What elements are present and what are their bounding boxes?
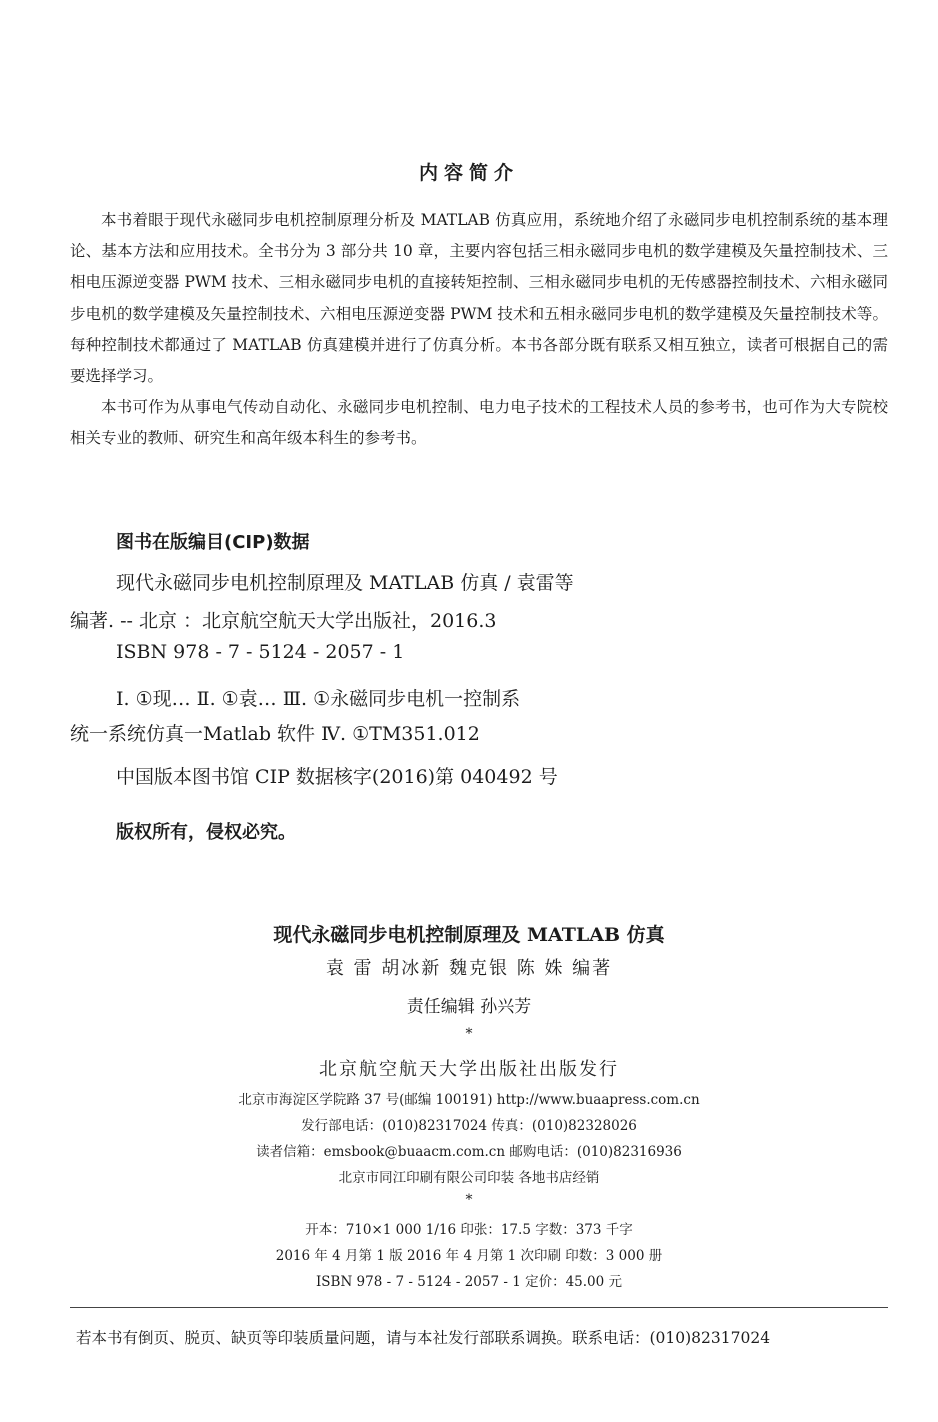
colophon-authors: 袁 雷 胡冰新 魏克银 陈 姝 编著 [325, 958, 613, 979]
colophon-title: 现代永磁同步电机控制原理及 MATLAB 仿真 [273, 924, 665, 946]
colophon-isbn-price: ISBN 978 - 7 - 5124 - 2057 - 1 定价：45.00 元 [315, 1274, 623, 1290]
colophon-separator-2: * [465, 1192, 473, 1208]
intro-paragraph-1: 本书着眼于现代永磁同步电机控制原理分析及 MATLAB 仿真应用，系统地介绍了永磁同步电机控制系统的基本理论、基本方法和应用技术。全书分为 3 部分共 10 章，主要内容包括三相永磁同步电机的数学建模及矢量控制技术、三相电压源逆变器 PWM 技术、三相永磁同步电机的直接转矩控制、三相永磁同步电机的无传感器控制技术、六相永磁同步电机的数学建模及矢量控制技术、六相电压源逆变器 PWM 技术和五相永磁同步电机的数学建模及矢量控制技术等。每种控制技术都通过了 MATLAB 仿真建模并进行了仿真分析。本书各部分既有联系又相互独立，读者可根据自己的需要选择学习。 [70, 211, 888, 386]
colophon-printer: 北京市同江印刷有限公司印装 各地书店经销 [338, 1170, 600, 1186]
cip-line-1: 现代永磁同步电机控制原理及 MATLAB 仿真 / 袁雷等 [116, 572, 574, 594]
intro-body [70, 205, 888, 455]
copyright-notice: 版权所有，侵权必究。 [116, 822, 296, 843]
colophon-address: 北京市海淀区学院路 37 号(邮编 100191) http://www.buaapress.com.cn [238, 1092, 700, 1108]
cip-line-3: ISBN 978 - 7 - 5124 - 2057 - 1 [116, 641, 405, 663]
colophon-format: 开本：710×1 000 1/16 印张：17.5 字数：373 千字 [305, 1222, 633, 1238]
footer-notice: 若本书有倒页、脱页、缺页等印装质量问题，请与本社发行部联系调换。联系电话：(010)82317024 [76, 1329, 771, 1347]
cip-line-2: 编著. -- 北京 ：北京航空航天大学出版社，2016.3 [70, 610, 497, 632]
intro-title: 内容简介 [418, 162, 519, 184]
colophon-edition: 2016 年 4 月第 1 版 2016 年 4 月第 1 次印刷 印数：3 000 册 [275, 1248, 663, 1264]
colophon-phone: 发行部电话：(010)82317024 传真：(010)82328026 [301, 1118, 637, 1134]
colophon-publisher: 北京航空航天大学出版社出版发行 [319, 1059, 619, 1080]
colophon-email: 读者信箱：emsbook@buaacm.com.cn 邮购电话：(010)82316936 [256, 1144, 682, 1160]
footer-divider [70, 1307, 888, 1308]
colophon-separator: * [465, 1026, 473, 1042]
intro-paragraph-2: 本书可作为从事电气传动自动化、永磁同步电机控制、电力电子技术的工程技术人员的参考书，也可作为大专院校相关专业的教师、研究生和高年级本科生的参考书。 [70, 398, 888, 448]
cip-line-6: 中国版本图书馆 CIP 数据核字(2016)第 040492 号 [116, 766, 558, 788]
cip-line-5: 统一系统仿真一Matlab 软件 Ⅳ. ①TM351.012 [70, 723, 480, 745]
cip-heading: 图书在版编目(CIP)数据 [116, 532, 310, 553]
cip-line-4: Ⅰ. ①现… Ⅱ. ①袁… Ⅲ. ①永磁同步电机一控制系 [116, 688, 521, 710]
colophon-editor: 责任编辑 孙兴芳 [406, 997, 532, 1017]
